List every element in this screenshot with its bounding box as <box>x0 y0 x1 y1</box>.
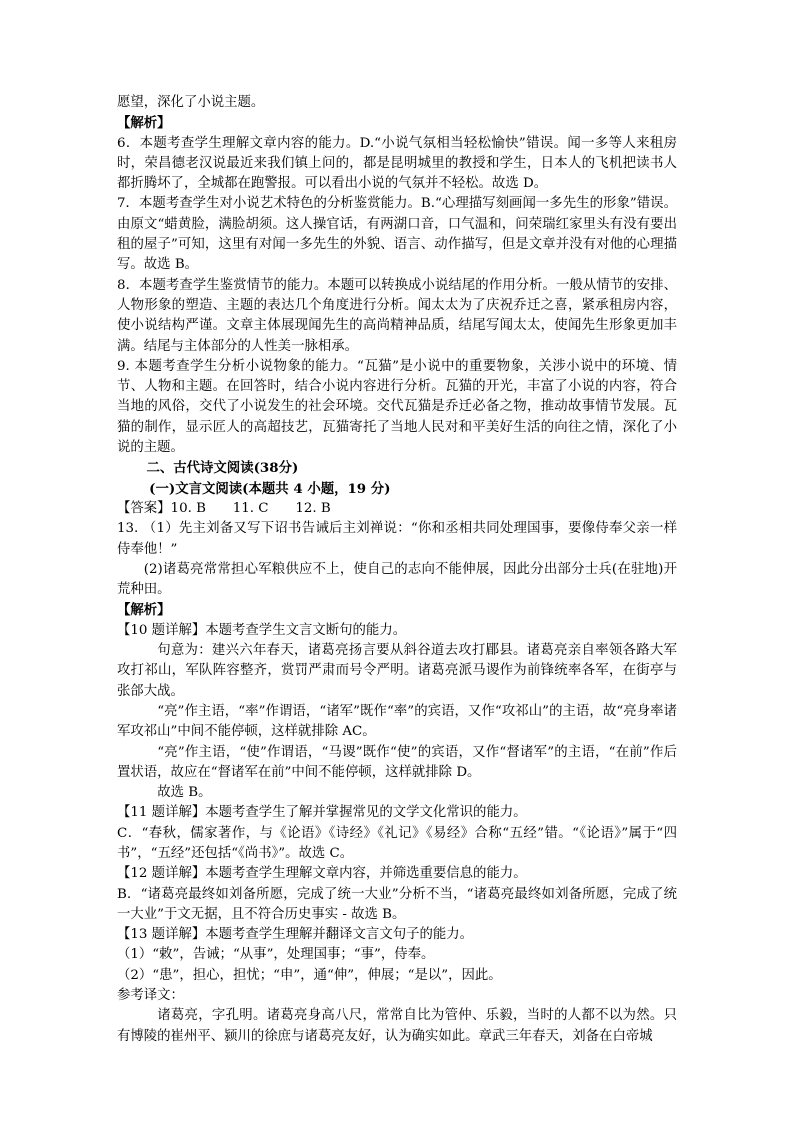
detail-heading-12: 【12 题详解】本题考查学生理解文章内容，并筛选重要信息的能力。 <box>117 866 527 882</box>
document-page <box>117 93 677 1047</box>
translation-paragraph: 诸葛亮，字孔明。诸葛亮身高八尺，常常自比为管仲、乐毅，当时的人都不以为然。只有博陵的崔州平、颍川的徐庶与诸葛亮友好，认为确实如此。章武三年春天，刘备在白帝城 <box>117 1008 677 1044</box>
answer-paragraph-7: 7．本题考查学生对小说艺术特色的分析鉴赏能力。B.“心理描写刻画闻一多先生的形象”错误。由原文“蜡黄脸，满脸胡须。这人操官话，有两湖口音，口气温和，问荣瑞红家里头有没有要出租的屋子”可知，这里有对闻一多先生的外貌、语言、动作描写，但是文章并没有对他的心理描写。故选 B。 <box>117 196 677 273</box>
detail-heading-10: 【10 题详解】本题考查学生文言文断句的能力。 <box>117 622 407 638</box>
answer-paragraph-13-1: 13. （1）先主刘备又写下诏书告诫后主刘禅说：“你和丞相共同处理国事，要像侍奉父亲一样侍奉他！” <box>117 521 677 557</box>
detail-paragraph: “亮”作主语，“使”作谓语，“马谡”既作“使”的宾语，又作“督诸军”的主语，“在前”作后置状语，故应在“督诸军在前”中间不能停顿，这样就排除 D。 <box>117 744 677 780</box>
subsection-title: (一)文言文阅读(本题共 4 小题，19 分) <box>149 480 391 497</box>
section-heading-analysis-2: 【解析】 <box>117 602 171 619</box>
section-title: 二、古代诗文阅读(38分) <box>146 460 299 477</box>
answer-paragraph-6: 6．本题考查学生理解文章内容的能力。D.“小说气氛相当轻松愉快”错误。闻一多等人来租房时，荣昌德老汉说最近来我们镇上问的，都是昆明城里的教授和学生，日本人的飞机把读书人都折腾坏了，全城都在跑警报。可以看出小说的气氛并不轻松。故选 D。 <box>117 135 677 192</box>
detail-paragraph: 故选 B。 <box>157 785 212 801</box>
section-heading-analysis: 【解析】 <box>117 115 171 132</box>
detail-paragraph: （2）“患”，担心，担忧；“申”，通“伸”，伸展；“是以”，因此。 <box>117 967 502 983</box>
detail-heading-13: 【13 题详解】本题考查学生理解并翻译文言文句子的能力。 <box>117 927 474 943</box>
answer-paragraph-9: 9. 本题考查学生分析小说物象的能力。“瓦猫”是小说中的重要物象，关涉小说中的环境、情节、人物和主题。在回答时，结合小说内容进行分析。瓦猫的开光，丰富了小说的内容，符合当地的风俗，交代了小说发生的社会环境。交代瓦猫是乔迁必备之物，推动故事情节发展。瓦猫的制作，显示匠人的高超技艺，瓦猫寄托了当地人民对和平美好生活的向往之情，深化了小说的主题。 <box>117 358 677 456</box>
answer-key-line: 【答案】10. B 11. C 12. B <box>117 500 331 516</box>
detail-paragraph: “亮”作主语，“率”作谓语，“诸军”既作“率”的宾语，又作“攻祁山”的主语，故“亮身率诸军攻祁山”中间不能停顿，这样就排除 AC。 <box>117 703 677 740</box>
detail-paragraph: B．“诸葛亮最终如刘备所愿，完成了统一大业”分析不当，“诸葛亮最终如刘备所愿，完成了统一大业”于文无据，且不符合历史事实 - 故选 B。 <box>117 886 677 922</box>
detail-paragraph: C．“春秋，儒家著作，与《论语》《诗经》《礼记》《易经》合称“五经”错。“《论语》”属于“四书”，“五经”还包括“《尚书》”。故选 C。 <box>117 825 677 861</box>
detail-paragraph: 句意为：建兴六年春天，诸葛亮扬言要从斜谷道去攻打郿县。诸葛亮亲自率领各路大军攻打祁山，军队阵容整齐，赏罚严肃而号令严明。诸葛亮派马谡作为前锋统率各军，在街亭与张郃大战。 <box>117 643 677 699</box>
detail-paragraph: （1）“敕”，告诫；“从事”，处理国事；“事”，侍奉。 <box>117 947 435 963</box>
text-line: 愿望，深化了小说主题。 <box>117 95 265 110</box>
translation-heading: 参考译文： <box>117 988 184 1004</box>
answer-paragraph-13-2: (2)诸葛亮常常担心军粮供应不上，使自己的志向不能伸展，因此分出部分士兵(在驻地)开荒种田。 <box>117 561 677 598</box>
answer-paragraph-8: 8．本题考查学生鉴赏情节的能力。本题可以转换成小说结尾的作用分析。一般从情节的安排、人物形象的塑造、主题的表达几个角度进行分析。闻太太为了庆祝乔迁之喜，紧承租房内容，使小说结构严谨。文章主体展现闻先生的高尚精神品质，结尾写闻太太，使闻先生形象更加丰满。结尾与主体部分的人性美一脉相承。 <box>117 277 677 354</box>
detail-heading-11: 【11 题详解】本题考查学生了解并掌握常见的文学文化常识的能力。 <box>117 805 527 821</box>
